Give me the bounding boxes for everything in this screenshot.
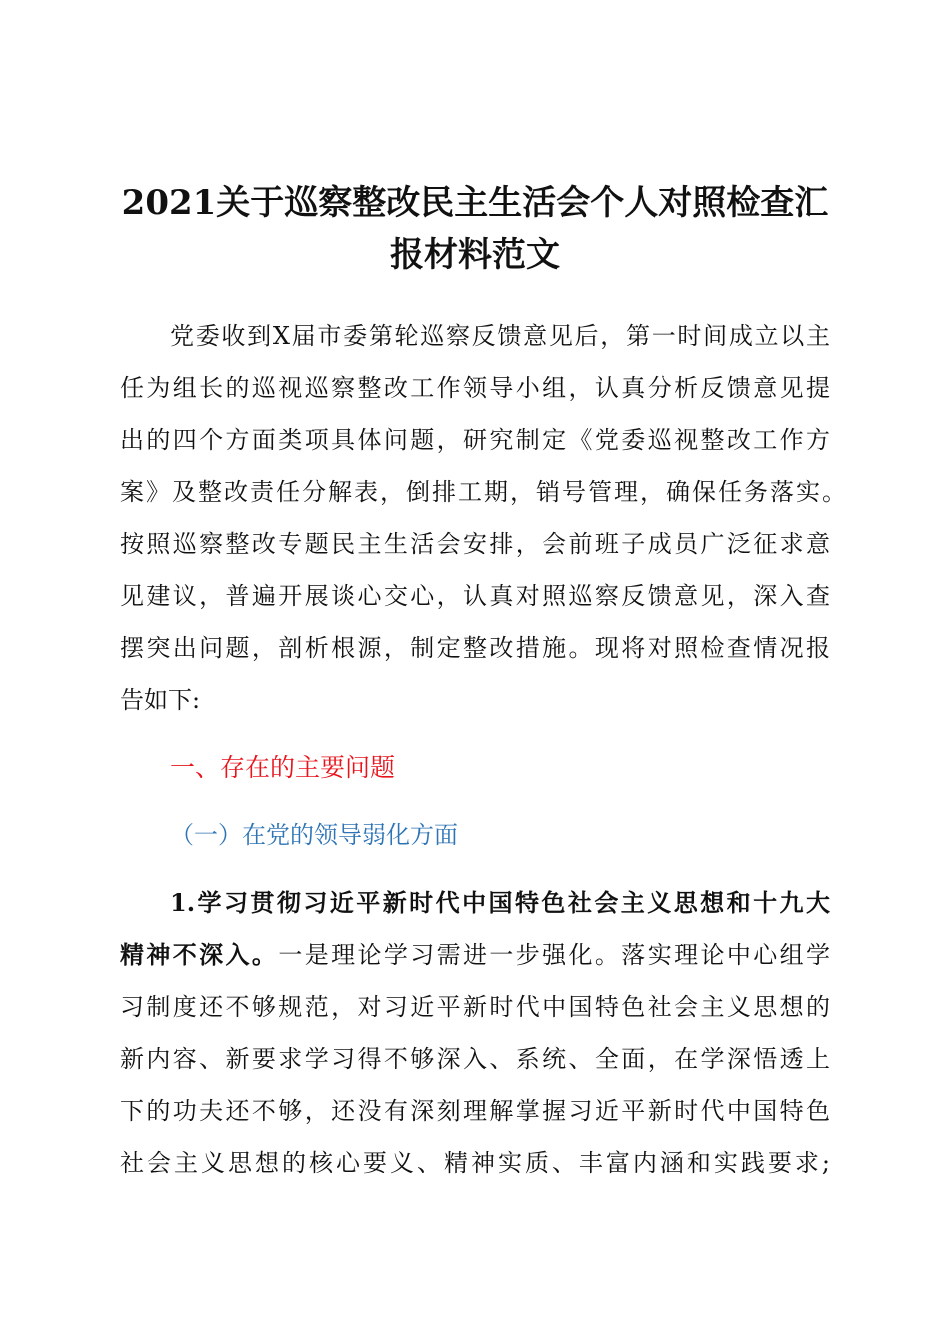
paragraph-line: 下的功夫还不够，还没有深刻理解掌握习近平新时代中国特色 <box>120 1097 830 1125</box>
paragraph-line: 社会主义思想的核心要义、精神实质、丰富内涵和实践要求; <box>120 1149 830 1177</box>
item-heading-end: 精神不深入。 <box>120 940 279 969</box>
paragraph-line: 告如下: <box>120 686 201 714</box>
paragraph-line: 出的四个方面类项具体问题，研究制定《党委巡视整改工作方 <box>120 426 830 454</box>
paragraph-text: 一是理论学习需进一步强化。落实理论中心组学 <box>278 941 831 969</box>
document-title-line-1: 2021关于巡察整改民主生活会个人对照检查汇 <box>121 183 829 223</box>
paragraph-line <box>120 929 830 981</box>
paragraph-line: 摆突出问题，剖析根源，制定整改措施。现将对照检查情况报 <box>120 634 830 662</box>
paragraph-line: 新内容、新要求学习得不够深入、系统、全面，在学深悟透上 <box>120 1045 830 1073</box>
paragraph-line: 党委收到X届市委第轮巡察反馈意见后，第一时间成立以主 <box>170 322 830 350</box>
paragraph-line: 习制度还不够规范，对习近平新时代中国特色社会主义思想的 <box>120 993 830 1021</box>
paragraph-line: 按照巡察整改专题民主生活会安排，会前班子成员广泛征求意 <box>120 530 830 558</box>
paragraph-line: 见建议，普遍开展谈心交心，认真对照巡察反馈意见，深入查 <box>120 582 830 610</box>
paragraph-line: 任为组长的巡视巡察整改工作领导小组，认真分析反馈意见提 <box>120 374 830 402</box>
subsection-heading: （一）在党的领导弱化方面 <box>170 821 458 849</box>
paragraph-line: 案》及整改责任分解表，倒排工期，销号管理，确保任务落实。 <box>120 478 846 506</box>
document-title-line-2: 报材料范文 <box>390 235 560 275</box>
section-heading: 一、存在的主要问题 <box>170 753 396 782</box>
item-heading-line: 1.学习贯彻习近平新时代中国特色社会主义思想和十九大 <box>170 888 830 917</box>
